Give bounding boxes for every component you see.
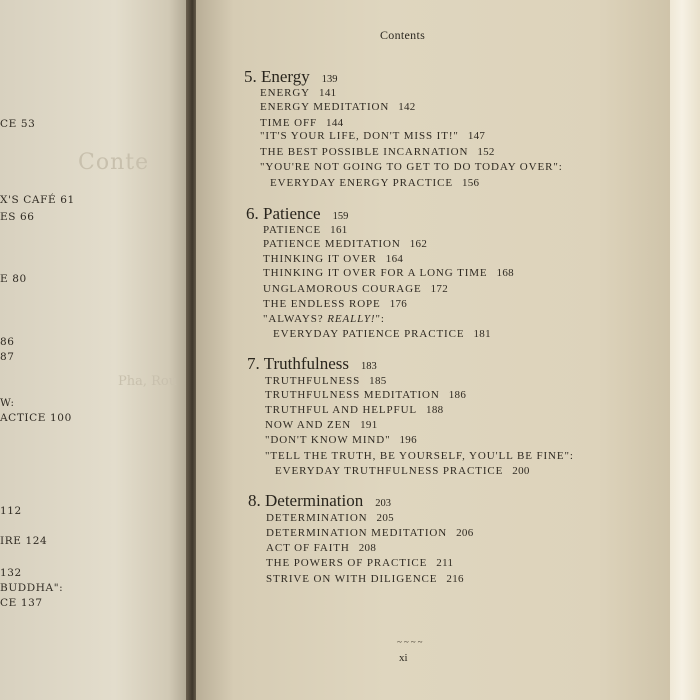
page-stack-edge — [670, 0, 700, 700]
toc-entry — [265, 389, 466, 401]
left-page-line: 86 — [0, 336, 15, 348]
toc-entry — [263, 238, 427, 250]
toc-entry — [263, 283, 448, 295]
toc-entry-page-number: 162 — [409, 238, 428, 250]
toc-entry — [265, 375, 387, 387]
chapter-page-number: 183 — [361, 361, 377, 372]
toc-entry-title: ACT OF FAITH — [266, 542, 350, 554]
toc-entry-title: "YOU'RE NOT GOING TO GET TO DO TODAY OVER": — [260, 161, 563, 173]
chapter-page-number: 203 — [375, 498, 391, 509]
show-through-heading: Conte — [78, 150, 150, 175]
chapter-title: 5. Energy — [244, 67, 310, 86]
toc-entry-title: DETERMINATION MEDITATION — [266, 527, 448, 539]
toc-entry-title: ENERGY — [260, 87, 311, 99]
left-page-line: 87 — [0, 351, 15, 363]
left-page-line: W: — [0, 397, 15, 409]
toc-entry-page-number: 211 — [436, 557, 454, 569]
toc-entry — [263, 267, 514, 279]
left-page-line: E 80 — [0, 273, 27, 285]
toc-entry — [265, 450, 574, 462]
toc-entry-title: "DON'T KNOW MIND" — [265, 434, 391, 446]
toc-entry-title: EVERYDAY ENERGY PRACTICE — [270, 177, 453, 189]
toc-entry-page-number: 147 — [467, 130, 486, 142]
toc-entry-title: "TELL THE TRUTH, BE YOURSELF, YOU'LL BE FINE": — [265, 450, 574, 462]
toc-entry-title: THINKING IT OVER FOR A LONG TIME — [263, 267, 488, 279]
left-page-line: 112 — [0, 505, 22, 517]
toc-entry-page-number: 196 — [399, 434, 417, 446]
toc-entry — [263, 313, 385, 325]
toc-entry — [266, 512, 394, 524]
left-page — [0, 0, 192, 700]
toc-entry-title: EVERYDAY TRUTHFULNESS PRACTICE — [275, 465, 504, 477]
chapter-page-number: 139 — [321, 74, 338, 85]
left-page-line: 132 — [0, 567, 22, 579]
toc-entry-title: PATIENCE MEDITATION — [263, 238, 401, 250]
toc-entry-page-number: 181 — [473, 328, 491, 340]
toc-entry-title: TIME OFF — [260, 117, 318, 129]
toc-entry-page-number: 205 — [376, 512, 394, 524]
toc-entry-emphasis: REALLY! — [327, 313, 376, 325]
chapter-title: 6. Patience — [246, 204, 321, 223]
toc-entry-title: THE POWERS OF PRACTICE — [266, 557, 428, 569]
toc-entry-title: ENERGY MEDITATION — [260, 101, 390, 113]
toc-entry-title: DETERMINATION — [266, 512, 368, 524]
toc-entry — [260, 130, 485, 142]
left-page-line: ES 66 — [0, 211, 35, 223]
chapter-page-number: 159 — [332, 211, 349, 222]
toc-entry — [263, 253, 403, 265]
toc-entry-page-number: 142 — [398, 101, 416, 113]
left-page-line: CE 53 — [0, 118, 36, 130]
right-page — [196, 0, 670, 700]
chapter-heading — [248, 491, 391, 511]
toc-entry-page-number: 172 — [430, 283, 448, 295]
chapter-heading — [247, 354, 377, 374]
toc-entry — [260, 101, 416, 113]
toc-entry-title: "ALWAYS? — [263, 313, 328, 325]
toc-entry-title: STRIVE ON WITH DILIGENCE — [266, 573, 438, 585]
chapter-heading — [244, 67, 338, 87]
toc-entry — [266, 573, 464, 585]
toc-entry-title: THINKING IT OVER — [263, 253, 377, 265]
left-page-line: CE 137 — [0, 597, 43, 609]
toc-entry-title: NOW AND ZEN — [265, 419, 352, 431]
left-page-line: IRE 124 — [0, 535, 48, 547]
toc-entry — [263, 224, 348, 236]
toc-entry-page-number: 176 — [389, 298, 408, 310]
toc-entry-page-number: 144 — [326, 117, 344, 129]
toc-entry — [260, 117, 343, 129]
chapter-title: 7. Truthfulness — [247, 354, 350, 373]
toc-entry — [260, 87, 336, 99]
toc-entry-title: PATIENCE — [263, 224, 322, 236]
toc-entry — [265, 404, 443, 416]
toc-entry-page-number: 156 — [461, 177, 480, 189]
toc-entry — [273, 328, 491, 340]
toc-entry-page-number: 152 — [477, 146, 495, 158]
toc-entry-title: TRUTHFULNESS — [265, 375, 361, 387]
toc-entry-title: THE ENDLESS ROPE — [263, 298, 381, 310]
toc-entry-page-number: 208 — [358, 542, 377, 554]
toc-entry — [275, 465, 530, 477]
toc-entry — [270, 177, 479, 189]
toc-entry-page-number: 186 — [448, 389, 467, 401]
toc-entry-title: TRUTHFUL AND HELPFUL — [265, 404, 418, 416]
toc-entry-page-number: 188 — [426, 404, 444, 416]
toc-entry-page-number: 141 — [319, 87, 337, 99]
toc-entry-page-number: 191 — [360, 419, 378, 431]
toc-entry-title: TRUTHFULNESS MEDITATION — [265, 389, 440, 401]
left-page-line: ACTICE 100 — [0, 412, 72, 424]
toc-entry — [265, 419, 378, 431]
toc-entry-page-number: 206 — [456, 527, 474, 539]
toc-entry — [266, 557, 453, 569]
left-page-line: X'S CAFÉ 61 — [0, 194, 75, 206]
toc-entry-tail: ": — [375, 313, 385, 325]
toc-entry-page-number: 200 — [512, 465, 530, 477]
toc-entry — [260, 146, 495, 158]
toc-entry-page-number: 164 — [385, 253, 404, 265]
page-header: Contents — [380, 28, 426, 42]
left-page-line: BUDDHA": — [0, 582, 64, 594]
toc-entry-page-number: 161 — [330, 224, 348, 236]
toc-entry — [266, 527, 474, 539]
toc-entry-page-number: 168 — [496, 267, 514, 279]
toc-entry-page-number: 185 — [369, 375, 387, 387]
chapter-heading — [246, 204, 348, 224]
ornament: ~~~~ — [397, 637, 425, 647]
chapter-title: 8. Determination — [248, 491, 364, 510]
toc-entry-page-number: 216 — [446, 573, 464, 585]
toc-entry — [263, 298, 407, 310]
page-number: xi — [399, 652, 408, 664]
toc-entry — [260, 161, 563, 173]
toc-entry-title: "IT'S YOUR LIFE, DON'T MISS IT!" — [260, 130, 459, 142]
toc-entry-title: UNGLAMOROUS COURAGE — [263, 283, 422, 295]
show-through-text: Pha, Rou — [118, 374, 178, 389]
toc-entry — [265, 434, 417, 446]
toc-entry-title: EVERYDAY PATIENCE PRACTICE — [273, 328, 465, 340]
toc-entry — [266, 542, 376, 554]
toc-entry-title: THE BEST POSSIBLE INCARNATION — [260, 146, 469, 158]
